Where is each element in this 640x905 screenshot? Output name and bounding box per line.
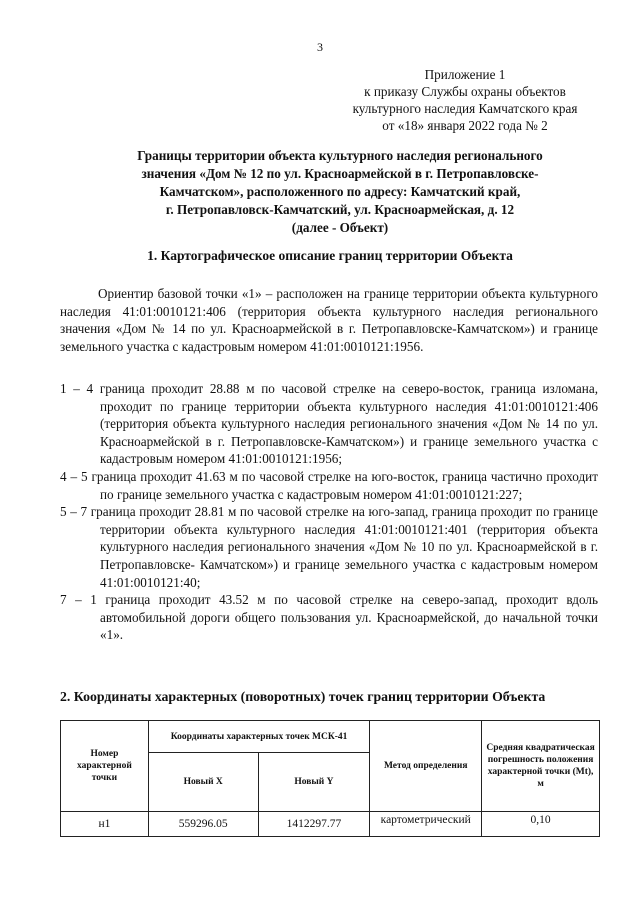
cell-y: 1412297.77	[258, 812, 370, 837]
header-coordinates-group: Координаты характерных точек МСК-41	[148, 721, 369, 753]
cell-point: н1	[61, 812, 149, 837]
page-number: 3	[317, 40, 323, 54]
title-line-4: г. Петропавловск-Камчатский, ул. Красноармейская, д. 12	[165, 202, 515, 217]
table-row	[61, 812, 600, 837]
appendix-line-3: культурного наследия Камчатского края	[352, 101, 578, 116]
title-line-3: Камчатском», расположенного по адресу: Камчатский край,	[159, 184, 521, 199]
boundary-item: 5 – 7 граница проходит 28.81 м по часовой стрелке на юго-запад, граница проходит по границе территории объекта культурного наследия 41:01:0010121:401 (территория объекта культурного наследия регионального значения «Дом № 10 по ул. Красноармейской в г. Петропавловске- Камчатском») и границе земельного участка с кадастровым номером 41:01:0010121:40;	[60, 504, 598, 590]
boundary-list	[60, 380, 598, 644]
header-point-number: Номер характерной точки	[61, 721, 149, 812]
header-mean-error: Средняя квадратическая погрешность положения характерной точки (Mt), м	[482, 721, 600, 812]
cell-error: 0,10	[482, 812, 600, 837]
title-line-5: (далее - Объект)	[291, 220, 389, 235]
header-new-x: Новый X	[148, 753, 258, 812]
section-2-heading: 2. Координаты характерных (поворотных) точек границ территории Объекта	[60, 689, 546, 704]
header-new-y: Новый Y	[258, 753, 370, 812]
boundary-item: 7 – 1 граница проходит 43.52 м по часовой стрелке на северо-запад, проходит вдоль автомобильной дороги общего пользования ул. Красноармейской, до начальной точки «1».	[60, 592, 598, 643]
cell-method: картометрический	[370, 812, 482, 837]
appendix-line-4: от «18» января 2022 года № 2	[382, 118, 548, 133]
title-line-1: Границы территории объекта культурного наследия регионального	[137, 148, 543, 163]
appendix-line-2: к приказу Службы охраны объектов	[364, 84, 566, 99]
header-method: Метод определения	[370, 721, 482, 812]
appendix-block	[330, 66, 600, 134]
coordinates-table	[60, 720, 600, 837]
boundary-item: 4 – 5 граница проходит 41.63 м по часовой стрелке на юго-восток, граница частично проходит по границе земельного участка с кадастровым номером 41:01:0010121:227;	[60, 468, 598, 502]
document-title	[90, 147, 590, 237]
boundary-item: 1 – 4 граница проходит 28.88 м по часовой стрелке на северо-восток, граница изломана, проходит по границе территории объекта культурного наследия 41:01:0010121:406 (территория объекта культурного наследия регионального значения «Дом № 14 по ул. Красноармейской в г. Петропавловске-Камчатском») и границе земельного участка с кадастровым номером 41:01:0010121:1956;	[60, 381, 598, 467]
section-1-heading: 1. Картографическое описание границ территории Объекта	[147, 248, 513, 263]
appendix-line-1: Приложение 1	[424, 67, 506, 82]
cell-x: 559296.05	[148, 812, 258, 837]
title-line-2: значения «Дом № 12 по ул. Красноармейской в г. Петропавловске-	[141, 166, 539, 181]
intro-paragraph: Ориентир базовой точки «1» – расположен на границе территории объекта культурного наследия 41:01:0010121:406 (территория объекта культурного наследия регионального значения «Дом № 14 по ул. Красноармейской в г. Петропавловске-Камчатском») и границе земельного участка с кадастровым номером 41:01:0010121:1956.	[60, 286, 598, 354]
